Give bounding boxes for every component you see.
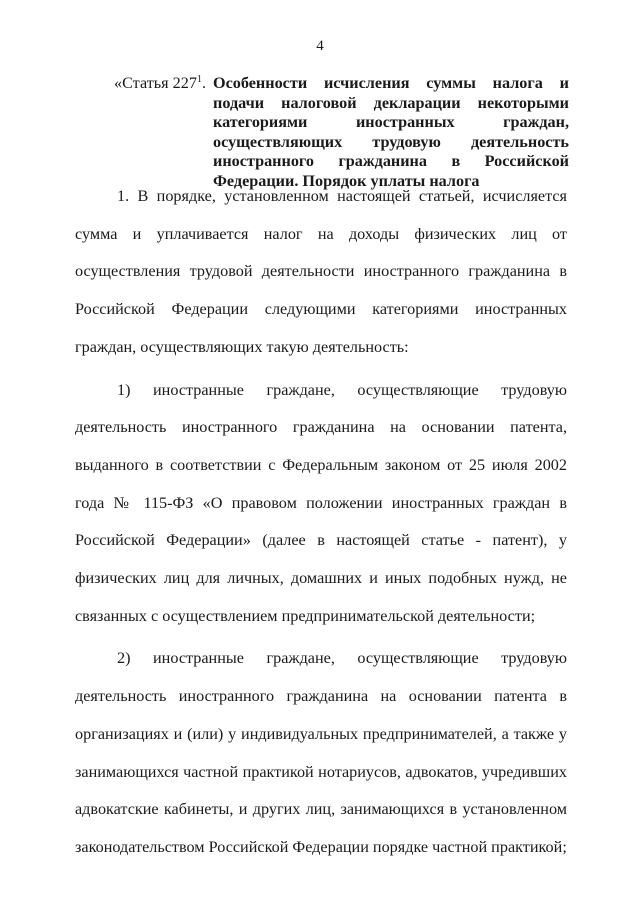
article-title: Особенности исчисления суммы налога и подачи налоговой декларации некоторыми категориями иностранных граждан, осуществляющих трудовую деятельность иностранного гражданина в Российской Федерации. Порядок уплаты налога [213,74,569,190]
article-label-suffix: . [201,74,206,92]
article-heading [114,74,569,191]
article-label [114,74,206,94]
paragraph-subitem-2: 2) иностранные граждане, осуществляющие трудовую деятельность иностранного гражданина на основании патента в организациях и (или) у индивидуальных предпринимателей, а также у занимающихся частной практикой нотариусов, адвокатов, учредивших адвокатские кабинеты, и других лиц, занимающихся в установленном законодательством Российской Федерации порядке частной практикой; [75,649,567,856]
article-label-superscript: 1 [196,74,202,85]
paragraph-subitem-1: 1) иностранные граждане, осуществляющие трудовую деятельность иностранного гражданина на основании патента, выданного в соответствии с Федеральным законом от 25 июля 2002 года № 115-ФЗ «О правовом положении иностранных граждан в Российской Федерации» (далее в настоящей статье - патент), у физических лиц для личных, домашних и иных подобных нужд, не связанных с осуществлением предпринимательской деятельности; [75,380,567,625]
page-number: 4 [316,38,324,54]
article-label-prefix: «Статья 227 [114,74,197,92]
paragraph-item-1: 1. В порядке, установленном настоящей статьей, исчисляется сумма и уплачивается налог на доходы физических лиц от осуществления трудовой деятельности иностранного гражданина в Российской Федерации следующими категориями иностранных граждан, осуществляющих такую деятельность: [75,187,567,356]
article-body [75,178,567,872]
